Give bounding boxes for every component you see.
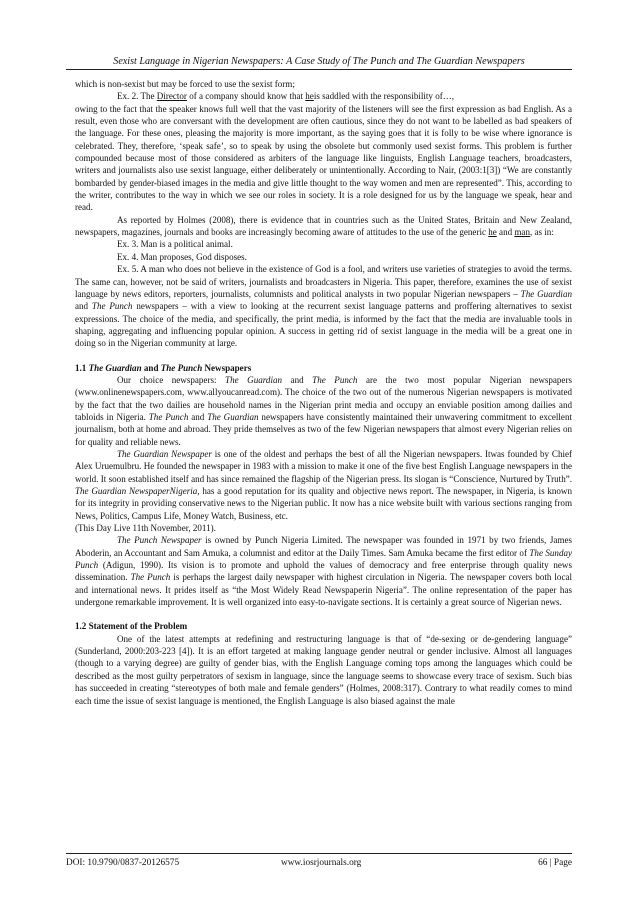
footer-page-number: 66 | Page [538, 858, 572, 868]
paragraph: As reported by Holmes (2008), there is evidence that in countries such as the United States, Britain and New Zealand, newspapers, magazines, journals and books are increasingly becoming aware of attitudes to the use of the generic he and man, as in: [75, 214, 572, 238]
paragraph: Ex. 5. A man who does not believe in the existence of God is a fool, and writers use varieties of strategies to avoid the terms. The same can, however, not be said of writers, journalists and broadcasters in Nigeria. This paper, therefore, examines the use of sexist language by news editors, reporters, journalists, columnists and political analysts in two popular Nigerian newspapers – The Guardian and The Punch newspapers – with a view to looking at the recurrent sexist language patterns and proffering alternatives to sexist expressions. The choice of the media, and specifically, the print media, is informed by the fact that the media are invaluable tools in shaping, aggregating and influencing popular opinion. A success in getting rid of sexist language in the media will be a great one in doing so in the Nigerian community at large. [75, 264, 572, 349]
example-4: Ex. 4. Man proposes, God disposes. [117, 251, 247, 262]
paragraph: Our choice newspapers: The Guardian and The Punch are the two most popular Nigerian newspapers (www.onlinenewspapers.com, www.allyoucanread.com). The choice of the two out of the numerous Nigerian newspapers is motivated by the fact that the two dailies are household names in the Nigerian print media and occupy an enviable position among dailies and tabloids in Nigeria. The Punch and The Guardian newspapers have consistently maintained their unwavering commitment to excellent journalism, both at home and abroad. They pride themselves as two of the few Nigerian newspapers that almost every Nigerian relies on for quality and reliable news. [75, 374, 572, 447]
paragraph: The Punch Newspaper is owned by Punch Nigeria Limited. The newspaper was founded in 1971 by two friends, James Aboderin, an Accountant and Sam Amuka, a columnist and editor at the Daily Times. Sam Amuka became the first editor of The Sunday Punch (Adigun, 1990). Its vision is to promote and uphold the values of democracy and free enterprise through quality news dissemination. The Punch is perhaps the largest daily newspaper with highest circulation in Nigeria. The newspaper covers both local and international news. It prides itself as “the Most Widely Read Newspaperin Nigeria”. The online representation of the paper has undergone remarkable improvement. It is well organized into easy-to-navigate sections. It is certainly a great source of Nigerian news. [75, 535, 573, 608]
running-header: Sexist Language in Nigerian Newspapers: A Case Study of The Punch and The Guardian Newspapers [66, 56, 572, 70]
paragraph: owing to the fact that the speaker knows full well that the vast majority of the listeners will see the first expression as bad English. As a result, even those who are conversant with the development are often cautious, since they do not want to be labelled as bad speakers of the language. For these ones, pleasing the majority is more important, as the saying goes that it is folly to be wise where ignorance is celebrated. They, therefore, ‘speak safe’, so to speak by using the obsolete but commonly used sexist forms. This problem is further compounded because most of those considered as arbiters of the language like linguists, English Language teachers, broadcasters, writers and journalists also use sexist language, either deliberately or unintentionally. According to Nair, (2003:1[3]) “We are constantly bombarded by gender-biased images in the media and give little thought to the way women and men are represented”. This, according to the writer, contributes to the way in which we see our roles in society. It is a role designed for us by the language we speak, hear and read. [75, 103, 572, 213]
example-2: Ex. 2. The Director of a company should know that heis saddled with the responsibility of…, [117, 91, 455, 102]
body-text [75, 78, 572, 707]
paragraph: which is non-sexist but may be forced to use the sexist form; [75, 79, 295, 89]
footer-url[interactable]: www.iosrjournals.org [281, 858, 362, 868]
section-heading-1-2: 1.2 Statement of the Problem [75, 621, 188, 632]
paragraph: One of the latest attempts at redefining and restructuring language is that of “de-sexing or de-gendering language” (Sunderland, 2000:203-223 [4]). It is an effort targeted at making language gender neutral or gender inclusive. Almost all languages (though to a varying degree) are guilty of gender bias, with the English Language coming tops among the languages which could be described as the most guilty perpetrators of sexism in language, since the language seems to showcase every trace of sexism. Such bias has succeeded in creating “stereotypes of both male and female genders” (Holmes, 2008:317). Contrary to what readily comes to mind each time the issue of sexist language is mentioned, the English Language is also biased against the male [75, 633, 572, 706]
footer-doi: DOI: 10.9790/0837-20126575 [66, 858, 180, 868]
source-note: (This Day Live 11th November, 2011). [75, 523, 216, 534]
page-footer [66, 853, 572, 868]
example-3: Ex. 3. Man is a political animal. [117, 239, 233, 250]
section-heading-1-1: 1.1 The Guardian and The Punch Newspapers [75, 362, 252, 373]
paragraph: The Guardian Newspaper is one of the oldest and perhaps the best of all the Nigerian newspapers. Itwas founded by Chief Alex Uruemulbru. He founded the newspaper in 1983 with a mission to make it one of the five best English Language newspapers in the world. It soon established itself and has since remained the flagship of the Nigerian press. Its slogan is “Conscience, Nurtured by Truth”. The Guardian NewspaperNigeria, has a good reputation for its quality and objective news report. The newspaper, in Nigeria, is known for its integrity in providing conservative news to the Nigerian public. It now has a nice website built with various sections ranging from News, Politics, Campus Life, Money Watch, Business, etc. [75, 448, 573, 521]
